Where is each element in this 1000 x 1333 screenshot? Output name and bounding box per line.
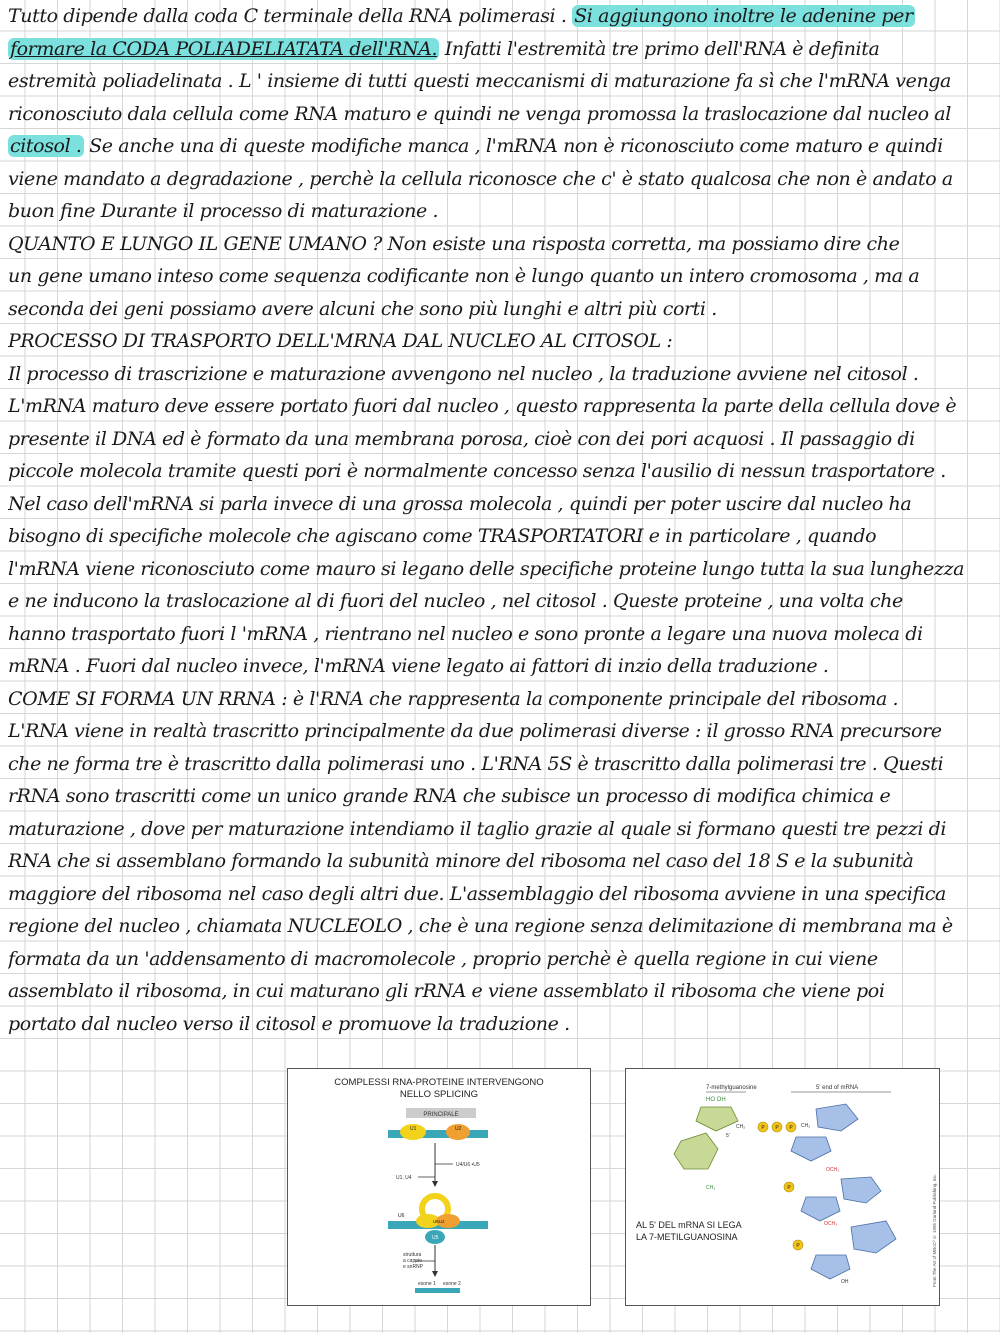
- ho-oh-label: HO OH: [706, 1097, 726, 1103]
- note-text: un gene umano inteso come sequenza codificante non è lungo quanto un intero cromosoma , ma a: [8, 265, 920, 287]
- och3-label-1: OCH₃: [826, 1167, 840, 1173]
- splicing-figure: [287, 1068, 591, 1306]
- note-line: [8, 845, 996, 878]
- u1u4-label: U1, U4: [396, 1175, 412, 1181]
- note-text: Tutto dipende dalla coda C terminale della RNA polimerasi .: [8, 5, 573, 27]
- phosphate-4-label: P: [787, 1185, 791, 1191]
- methylguanosine-label: 7-methylguanosine: [706, 1085, 757, 1091]
- note-line: [8, 1008, 996, 1041]
- arrow-head: [432, 1181, 438, 1187]
- note-line: [8, 163, 996, 196]
- spliced-exons: [415, 1288, 460, 1293]
- ch2-label-2: CH₂: [801, 1123, 811, 1129]
- och3-label-2: OCH₃: [824, 1221, 838, 1227]
- note-text: viene mandato a degradazione , perchè la cellula riconosce che c' è stato qualcosa che non è andato a: [8, 167, 953, 190]
- note-line: [8, 975, 996, 1008]
- u4u6u5-label: U4/U6 •U5: [456, 1162, 480, 1168]
- note-line: [8, 585, 996, 618]
- a-cappio-label: a cappio: [403, 1258, 422, 1264]
- phosphate-1-label: P: [761, 1125, 765, 1131]
- note-line: [8, 683, 996, 716]
- note-line: [8, 748, 996, 781]
- note-text: piccole molecola tramite questi pori è normalmente concesso senza l'ausilio di nessun trasportatore .: [8, 460, 946, 482]
- highlighted-text: citosol .: [10, 135, 82, 157]
- note-text: estremità poliadelinata . L ' insieme di tutti questi meccanismi di maturazione fa sì che l'mRNA venga: [8, 70, 951, 92]
- note-line: [8, 488, 996, 521]
- note-text: Se anche una di queste modifiche manca , l'mRNA non è riconosciuto come maturo e quindi: [83, 135, 943, 157]
- note-line: [8, 33, 996, 66]
- note-text: maturazione , dove per maturazione intendiamo il taglio grazie al quale si formano questi tre pezzi di: [8, 817, 947, 840]
- ribose-blue-2: [801, 1197, 840, 1221]
- esone2-label: esone 2: [443, 1281, 461, 1287]
- note-text: mRNA . Fuori dal nucleo invece, l'mRNA viene legato ai fattori di inzio della traduzione .: [8, 655, 829, 677]
- phosphate-2-label: P: [775, 1125, 779, 1131]
- note-line: [8, 520, 996, 553]
- note-line: [8, 195, 996, 228]
- note-text: Nel caso dell'mRNA si parla invece di una grossa molecola , quindi per poter uscire dal nucleo ha: [8, 492, 912, 515]
- note-line: [8, 455, 996, 488]
- u5-label: U5: [432, 1235, 439, 1241]
- ribose-green: [696, 1107, 738, 1131]
- highlighted-text: Si aggiungono inoltre le adenine per: [574, 5, 913, 27]
- highlighted-text: formare la CODA POLIADELIATATA dell'RNA.: [10, 37, 438, 60]
- note-line: [8, 423, 996, 456]
- base-blue-3: [851, 1221, 896, 1253]
- note-text: portato dal nucleo verso il citosol e promuove la traduzione .: [8, 1012, 570, 1035]
- note-text: Infatti l'estremità tre primo dell'RNA è definita: [439, 37, 880, 60]
- u2-label: U2: [455, 1126, 462, 1132]
- arrow-head-2: [432, 1271, 438, 1277]
- note-text: rRNA sono trascritti come un unico grande RNA che subisce un processo di modifica chimica e: [8, 785, 891, 807]
- note-line: [8, 618, 996, 651]
- cap-caption: AL 5' DEL mRNA SI LEGA LA 7-METILGUANOSINA: [636, 1220, 742, 1242]
- note-text: RNA che si assemblano formando la subunità minore del ribosoma nel caso del 18 S e la subunità: [8, 850, 914, 872]
- ch3-label: CH₃: [706, 1185, 716, 1191]
- copyright-text: From The Art of MBoC³ © 1995 Garland Publishing, Inc.: [932, 1174, 937, 1287]
- note-text: riconosciuto dala cellula come RNA maturo e quindi ne venga promossa la traslocazione dal nucleo al: [8, 102, 951, 125]
- note-text: hanno trasportato fuori l 'mRNA , rientrano nel nucleo e sono pronte a legare una nuova moleca di: [8, 622, 923, 645]
- note-text: Il processo di trascrizione e maturazione avvengono nel nucleo , la traduzione avviene nel citosol .: [8, 362, 919, 385]
- splicing-figure-title: COMPLESSI RNA-PROTEINE INTERVENGONO NELLO SPLICING: [334, 1077, 544, 1100]
- u6-label: U6: [398, 1213, 405, 1219]
- note-text: bisogno di specifiche molecole che agiscano come TRASPORTATORI e in particolare , quando: [8, 525, 877, 547]
- snrnp-label: e snRNP: [403, 1264, 424, 1270]
- cap-figure: [625, 1068, 940, 1306]
- note-line: [8, 228, 996, 261]
- note-line: [8, 0, 996, 33]
- note-text: QUANTO E LUNGO IL GENE UMANO ? Non esiste una risposta corretta, ma possiamo dire che: [8, 232, 900, 255]
- note-line: [8, 650, 996, 683]
- base-blue-1: [816, 1104, 858, 1131]
- note-line: [8, 358, 996, 391]
- phosphate-5-label: P: [796, 1243, 800, 1249]
- note-line: [8, 325, 996, 358]
- u6u2-label: U6U2: [433, 1219, 445, 1224]
- note-text: maggiore del ribosoma nel caso degli altri due. L'assemblaggio del ribosoma avviene in una specifica: [8, 882, 946, 905]
- splicing-diagram: [288, 1069, 590, 1305]
- note-text: PROCESSO DI TRASPORTO DELL'MRNA DAL NUCLEO AL CITOSOL :: [8, 330, 673, 352]
- note-line: [8, 293, 996, 326]
- note-line: [8, 943, 996, 976]
- note-line: [8, 553, 996, 586]
- note-line: [8, 98, 996, 131]
- note-text: formata da un 'addensamento di macromolecole , proprio perchè è quella regione in cui viene: [8, 947, 878, 970]
- note-text: L'RNA viene in realtà trascritto principalmente da due polimerasi diverse : il grosso RNA precursore: [8, 720, 942, 742]
- note-text: presente il DNA ed è formato da una membrana porosa, cioè con dei pori acquosi . Il passaggio di: [8, 427, 915, 450]
- note-line: [8, 813, 996, 846]
- note-text: e ne inducono la traslocazione al di fuori del nucleo , nel citosol . Queste proteine , una volta che: [8, 590, 903, 612]
- ribose-blue-1: [791, 1137, 831, 1161]
- note-text: assemblato il ribosoma, in cui maturano gli rRNA e viene assemblato il ribosoma che viene poi: [8, 980, 885, 1002]
- base-blue-2: [841, 1177, 881, 1203]
- note-text: l'mRNA viene riconosciuto come mauro si legano delle specifiche proteine lungo tutta la sua lunghezza: [8, 557, 965, 580]
- guanine-green: [674, 1133, 718, 1169]
- note-line: [8, 780, 996, 813]
- note-text: COME SI FORMA UN RRNA : è l'RNA che rappresenta la componente principale del ribosoma .: [8, 687, 899, 710]
- note-line: [8, 260, 996, 293]
- cap-diagram: [626, 1069, 939, 1305]
- note-text: seconda dei geni possiamo avere alcuni che sono più lunghi e altri più corti .: [8, 297, 717, 320]
- note-line: [8, 130, 996, 163]
- note-line: [8, 715, 996, 748]
- handwritten-notes: [8, 0, 996, 1040]
- note-text: regione del nucleo , chiamata NUCLEOLO , che è una regione senza delimitazione di membrana ma è: [8, 915, 953, 937]
- note-text: L'mRNA maturo deve essere portato fuori dal nucleo , questo rappresenta la parte della cellula dove è: [8, 395, 957, 417]
- five-end-label: 5' end of mRNA: [816, 1085, 859, 1091]
- note-line: [8, 65, 996, 98]
- principale-label: PRINCIPALE: [423, 1112, 459, 1118]
- note-text: buon fine Durante il processo di maturazione .: [8, 200, 439, 222]
- ribose-blue-3: [811, 1255, 850, 1279]
- oh-label: OH: [841, 1279, 849, 1285]
- esone1-label: esone 1: [418, 1281, 436, 1287]
- five-prime-label-1: 5': [726, 1133, 730, 1139]
- struttura-label: struttura: [403, 1252, 422, 1258]
- phosphate-3-label: P: [789, 1125, 793, 1131]
- u1-label: U1: [410, 1126, 417, 1132]
- note-line: [8, 390, 996, 423]
- note-text: che ne forma tre è trascritto dalla polimerasi uno . L'RNA 5S è trascritto dalla polimerasi tre . Questi: [8, 752, 944, 775]
- note-line: [8, 910, 996, 943]
- note-line: [8, 878, 996, 911]
- ch2-label-1: CH₂: [736, 1124, 746, 1130]
